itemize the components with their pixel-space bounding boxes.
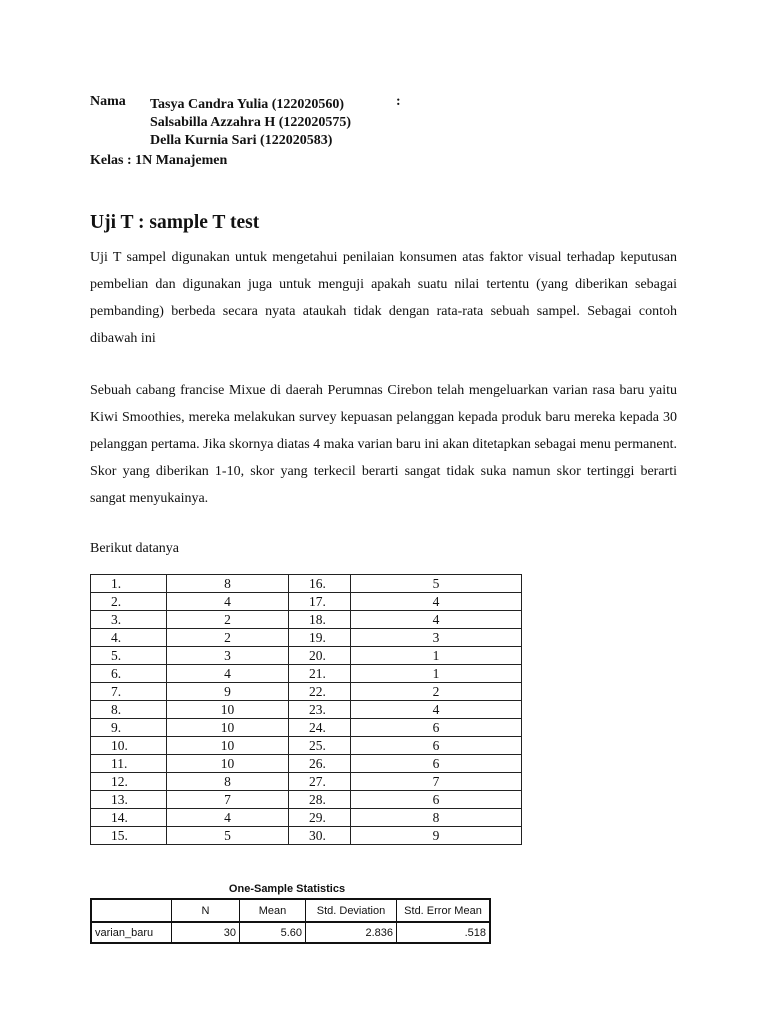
row-number: 15.: [91, 827, 167, 845]
member-name: Tasya Candra Yulia (122020560): [150, 97, 345, 112]
row-number: 7.: [91, 683, 167, 701]
table-row: [91, 827, 522, 845]
stats-header-std-deviation: Std. Deviation: [306, 899, 397, 922]
score-value: 10: [167, 719, 289, 737]
table-row: [91, 683, 522, 701]
score-value: 5: [167, 827, 289, 845]
stats-mean-value: 5.60: [240, 922, 306, 943]
row-number: 13.: [91, 791, 167, 809]
member-name: Della Kurnia Sari (122020583): [150, 133, 333, 148]
score-value: 9: [167, 683, 289, 701]
row-number: 29.: [289, 809, 351, 827]
row-number: 12.: [91, 773, 167, 791]
score-value: 6: [351, 719, 522, 737]
row-number: 18.: [289, 611, 351, 629]
row-number: 6.: [91, 665, 167, 683]
score-value: 3: [167, 647, 289, 665]
table-row: [91, 629, 522, 647]
row-number: 28.: [289, 791, 351, 809]
table-row: [91, 611, 522, 629]
score-value: 3: [351, 629, 522, 647]
stats-header-n: N: [172, 899, 240, 922]
score-value: 6: [351, 737, 522, 755]
stats-n-value: 30: [172, 922, 240, 943]
row-number: 10.: [91, 737, 167, 755]
score-value: 4: [167, 665, 289, 683]
score-value: 10: [167, 737, 289, 755]
row-number: 17.: [289, 593, 351, 611]
row-number: 27.: [289, 773, 351, 791]
row-number: 23.: [289, 701, 351, 719]
one-sample-statistics-table: [90, 898, 491, 944]
row-number: 16.: [289, 575, 351, 593]
row-number: 8.: [91, 701, 167, 719]
table-row: [91, 791, 522, 809]
score-value: 8: [351, 809, 522, 827]
member-name: Salsabilla Azzahra H (122020575): [150, 115, 352, 130]
table-row: [91, 719, 522, 737]
score-value: 6: [351, 755, 522, 773]
row-number: 25.: [289, 737, 351, 755]
row-number: 2.: [91, 593, 167, 611]
table-row: [91, 773, 522, 791]
score-value: 10: [167, 701, 289, 719]
row-number: 21.: [289, 665, 351, 683]
score-value: 4: [167, 593, 289, 611]
stats-header-cell: [91, 899, 172, 922]
row-number: 4.: [91, 629, 167, 647]
table-row: [91, 809, 522, 827]
row-number: 3.: [91, 611, 167, 629]
score-value: 5: [351, 575, 522, 593]
score-value: 4: [351, 611, 522, 629]
intro-paragraph: Uji T sampel digunakan untuk mengetahui penilaian konsumen atas faktor visual terhadap keputusan pembelian dan digunakan juga untuk menguji apakah suatu nilai tertentu (yang diberikan sebagai pembanding) berbeda secara nyata ataukah tidak dengan rata-rata sebuah sampel. Sebagai contoh dibawah ini: [90, 250, 677, 346]
score-value: 1: [351, 647, 522, 665]
score-value: 8: [167, 773, 289, 791]
case-paragraph: Sebuah cabang francise Mixue di daerah Perumnas Cirebon telah mengeluarkan varian rasa baru yaitu Kiwi Smoothies, mereka melakukan survey kepuasan pelanggan kepada produk baru mereka kepada 30 pelanggan pertama. Jika skornya diatas 4 maka varian baru ini akan ditetapkan sebagai menu permanent. Skor yang diberikan 1-10, skor yang terkecil berarti sangat tidak suka namun skor tertinggi berarti sangat menyukainya.: [90, 383, 678, 506]
row-number: 1.: [91, 575, 167, 593]
nama-colon: :: [396, 94, 401, 109]
row-number: 11.: [91, 755, 167, 773]
score-value: 2: [351, 683, 522, 701]
table-row: [91, 737, 522, 755]
nama-label: Nama: [90, 94, 126, 109]
score-value: 2: [167, 629, 289, 647]
row-number: 26.: [289, 755, 351, 773]
kelas-label: Kelas : 1N Manajemen: [90, 153, 228, 168]
row-number: 22.: [289, 683, 351, 701]
score-value: 4: [167, 809, 289, 827]
data-table: [90, 574, 522, 845]
score-value: 8: [167, 575, 289, 593]
row-number: 14.: [91, 809, 167, 827]
member-list: [150, 96, 351, 150]
stats-std-deviation-value: 2.836: [306, 922, 397, 943]
score-value: 2: [167, 611, 289, 629]
data-caption: Berikut datanya: [90, 541, 180, 556]
stats-header-mean: Mean: [240, 899, 306, 922]
row-number: 5.: [91, 647, 167, 665]
row-number: 24.: [289, 719, 351, 737]
stats-header-row: [91, 899, 490, 922]
stats-header-std-error-mean: Std. Error Mean: [397, 899, 491, 922]
score-value: 7: [167, 791, 289, 809]
table-row: [91, 665, 522, 683]
table-row: [91, 755, 522, 773]
row-number: 9.: [91, 719, 167, 737]
row-number: 19.: [289, 629, 351, 647]
table-row: [91, 701, 522, 719]
score-value: 1: [351, 665, 522, 683]
score-value: 9: [351, 827, 522, 845]
row-number: 20.: [289, 647, 351, 665]
score-value: 4: [351, 593, 522, 611]
table-row: [91, 575, 522, 593]
stats-row: [91, 922, 490, 943]
table-row: [91, 647, 522, 665]
score-value: 10: [167, 755, 289, 773]
stats-title: One-Sample Statistics: [228, 883, 346, 895]
stats-variable-name: varian_baru: [91, 922, 172, 943]
section-title: Uji T : sample T test: [90, 212, 260, 233]
score-value: 6: [351, 791, 522, 809]
stats-std-error-mean-value: .518: [397, 922, 491, 943]
table-row: [91, 593, 522, 611]
row-number: 30.: [289, 827, 351, 845]
score-value: 7: [351, 773, 522, 791]
score-value: 4: [351, 701, 522, 719]
